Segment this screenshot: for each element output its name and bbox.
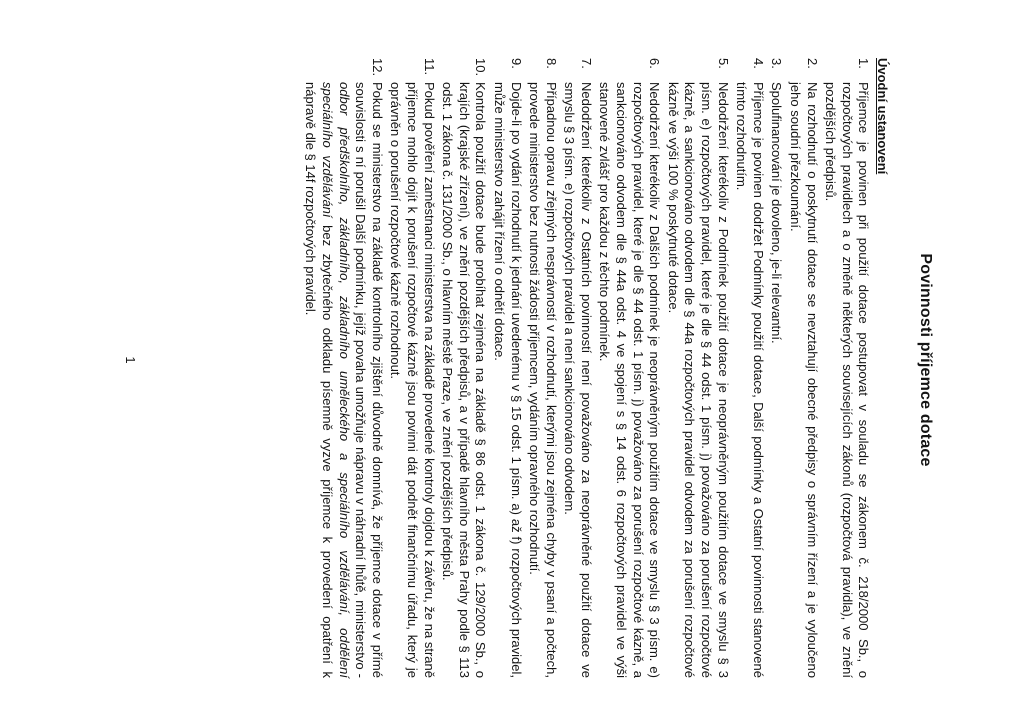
document-page xyxy=(0,30,1024,690)
item-number: 4. xyxy=(750,58,766,69)
provision-list xyxy=(302,58,872,678)
list-item xyxy=(526,58,559,678)
list-item xyxy=(490,58,523,678)
list-item xyxy=(387,58,437,678)
page-title: Povinnosti příjemce dotace xyxy=(917,253,934,467)
item-text: Na rozhodnutí o poskytnutí dotace se nevztahují obecné předpisy o správním řízení a je vyloučeno jeho soudní přezkoumání. xyxy=(788,82,820,678)
item-number: 8. xyxy=(543,58,559,69)
item-text: Pokud pověření zaměstnanci ministerstva na základě provedené kontroly dojdou k závěru, že na straně příjemce mohlo dojít k porušení rozpočtové kázně jsou povinni dát podnět finančnímu úřadu, který je oprávněn o porušení rozpočtové kázně rozhodnout. xyxy=(388,82,437,678)
item-text: Kontrola použití dotace bude probíhat zejména na základě § 86 odst. 1 zákona č. 129/2000 Sb., o krajích (krajské zřízení), ve znění pozdějších předpisů, a v případě hlavního města Prahy podle § 113 odst. 1 zákona č. 131/2000 Sb., o hlavním městě Praze, ve znění pozdějších předpisů. xyxy=(440,82,489,678)
item-number: 10. xyxy=(473,58,489,77)
list-item xyxy=(786,58,819,678)
item-text xyxy=(302,82,385,678)
item-text: Příjemce je povinen při použití dotace postupovat v souladu se zákonem č. 218/2000 Sb., o rozpočtových pravidlech a o změně některých souvisejících zákonů (rozpočtová pravidla), ve znění pozdějších předpisů. xyxy=(823,82,872,678)
item-text: Spolufinancování je dovoleno, je-li relevantní. xyxy=(769,82,785,344)
list-item xyxy=(822,58,872,678)
item-text: Nedodržení kterékoliv z Ostatních povinností není považováno za neoprávněné použití dotace ve smyslu § 3 písm. e) rozpočtových pravidel a není sankcionováno odvodem. xyxy=(562,82,594,678)
item-number: 5. xyxy=(715,58,731,69)
section-heading: Úvodní ustanovení xyxy=(875,58,890,175)
item-number: 1. xyxy=(856,58,872,69)
item-text: Nedodržení kterékoliv z Dalších podmínek je neoprávněným použitím dotace ve smyslu § 3 písm. e) rozpočtových pravidel, které je dle § 44 odst. 1 písm. j) považováno za porušení rozpočtové kázně, a sankcionováno odvodem dle § 44a odst. 4 ve spojení s § 14 odst. 6 rozpočtových pravidel ve výši stanovené zvlášť pro každou z těchto podmínek. xyxy=(597,82,663,678)
item-text: Případnou opravu zřejmých nesprávností v rozhodnutí, kterými jsou zejména chyby v psaní a počtech, provede ministerstvo bez nutnosti žádosti příjemcem, vydáním opravného rozhodnutí. xyxy=(527,82,559,678)
list-item xyxy=(561,58,594,678)
document-body xyxy=(300,58,890,678)
list-item xyxy=(664,58,730,678)
item-number: 9. xyxy=(508,58,524,69)
item-number: 3. xyxy=(769,58,785,69)
page-number: 1 xyxy=(123,356,138,364)
item-text: Příjemce je povinen dodržet Podmínky použití dotace, Další podmínky a Ostatní povinnosti stanovené tímto rozhodnutím. xyxy=(734,82,766,678)
item-text: Dojde-li po vydání rozhodnutí k jednání uvedenému v § 15 odst. 1 písm. a) až f) rozpočtových pravidel, může ministerstvo zahájit řízení o odnětí dotace. xyxy=(491,82,524,678)
item-number: 6. xyxy=(647,58,663,69)
item-number: 12. xyxy=(369,58,385,77)
list-item xyxy=(439,58,489,678)
list-item xyxy=(596,58,662,678)
item-text-part: Pokud se ministerstvo na základě kontrolního zjištění důvodně domnívá, že příjemce dotace v přímé souvislosti s ní porušil Další podmínku, jejíž povaha umožňuje nápravu v náhradní lhůtě, ministerstvo - xyxy=(353,82,385,678)
item-number: 11. xyxy=(421,58,437,76)
item-text: Nedodržení kterékoliv z Podmínek použití dotace je neoprávněným použitím dotace ve smyslu § 3 písm. e) rozpočtových pravidel, které je dle § 44 odst. 1 písm. j) považováno za porušení rozpočtové kázně, a sankcionováno odvodem dle § 44a rozpočtových pravidel odvodem za porušení rozpočtové kázně ve výši 100 % poskytnuté dotace. xyxy=(665,82,731,678)
item-text-part: bez zbytečného odkladu písemně vyzve příjemce k provedení opatření k nápravě dle § 14f rozpočtových pravidel. xyxy=(303,82,335,679)
item-number: 2. xyxy=(804,58,820,69)
list-item xyxy=(733,58,766,678)
item-number: 7. xyxy=(578,58,594,69)
list-item xyxy=(768,58,785,678)
list-item xyxy=(302,58,385,678)
item-text-italic: odbor předškolního, základního, základního uměleckého a speciálního vzdělávání, oddělení speciálního vzdělávání xyxy=(320,82,352,678)
